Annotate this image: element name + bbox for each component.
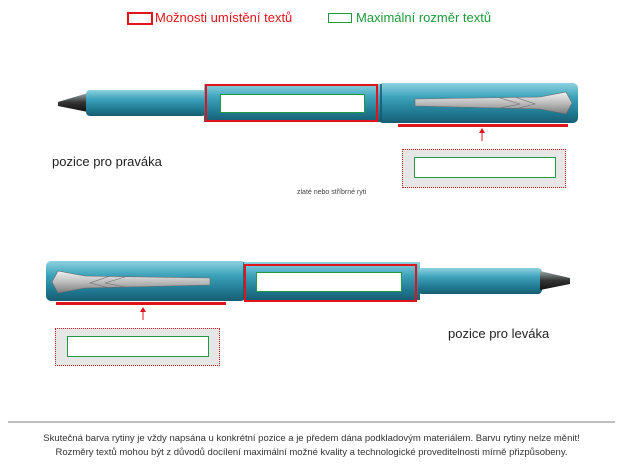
footer-line-2: Rozměry textů mohou být z důvodů docílení maximální možné kvality a technologické proveditelnosti mírně přizpůsobeny. bbox=[55, 447, 568, 458]
placement-line bbox=[398, 124, 568, 127]
footer-note bbox=[0, 432, 623, 460]
left-handed-label: pozice pro leváka bbox=[448, 326, 550, 341]
max-text-box bbox=[220, 94, 365, 113]
max-text-box bbox=[67, 336, 209, 357]
arrow-up-icon bbox=[140, 307, 146, 320]
engraving-note: zlaté nebo stříbrné ryti bbox=[297, 189, 367, 196]
arrow-up-icon bbox=[479, 128, 485, 141]
max-text-box bbox=[256, 272, 402, 292]
max-text-box bbox=[414, 157, 556, 178]
legend-placement-label: Možnosti umístění textů bbox=[155, 10, 293, 25]
legend-max-size-label: Maximální rozměr textů bbox=[356, 10, 492, 25]
placement-line bbox=[56, 302, 226, 305]
footer-line-1: Skutečná barva rytiny je vždy napsána u konkrétní pozice a je předem dána podkladovým materiálem. Barvu rytiny nelze měnit! bbox=[43, 433, 580, 444]
right-handed-label: pozice pro praváka bbox=[52, 154, 162, 169]
